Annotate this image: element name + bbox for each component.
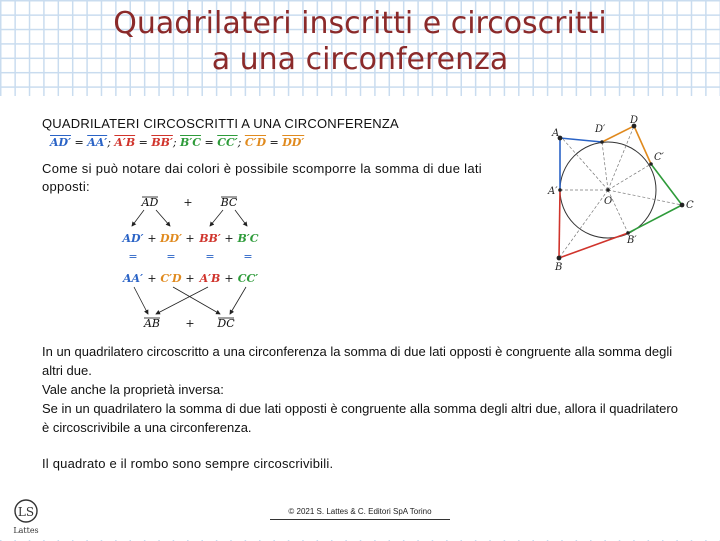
sum-ab: AB: [143, 317, 161, 330]
tangent-d-prime-point: [600, 140, 604, 144]
logo-text: Lattes: [13, 526, 39, 535]
logo-monogram: LS: [17, 505, 35, 519]
formula-term: B′C: [180, 136, 201, 149]
tangent-segments-formula: [50, 136, 304, 149]
label-o: O: [604, 196, 613, 207]
section-heading: QUADRILATERI CIRCOSCRITTI A UNA CIRCONFERENZA: [42, 116, 399, 131]
formula-term: AD′: [50, 136, 71, 149]
equals-sign: =: [243, 250, 253, 263]
label-b-prime: B′: [627, 235, 637, 246]
formula-term: DD′: [282, 136, 305, 149]
label-a-prime: A′: [548, 186, 558, 197]
sum-ad: AD: [141, 196, 159, 209]
sum-ad-prime: AD′: [122, 232, 144, 245]
sum-bc: BC: [220, 196, 238, 209]
tangent-a-prime-point: [558, 188, 562, 192]
label-c: C: [686, 200, 694, 211]
plus-sign: +: [185, 232, 195, 245]
vertex-c-point: [680, 203, 685, 208]
theorem-paragraph: In un quadrilatero circoscritto a una circonferenza la somma di due lati opposti è congruente alla somma degli altri due.: [42, 344, 673, 378]
publisher-logo: [6, 496, 46, 536]
formula-term: C′D: [244, 136, 267, 149]
plus-sign: +: [185, 317, 195, 330]
equals-sign: =: [166, 250, 176, 263]
formula-eq: =: [135, 136, 152, 149]
formula-term: BB′: [151, 136, 173, 149]
sum-a-prime-b: A′B: [199, 272, 221, 285]
tangent-c-prime-point: [649, 162, 653, 166]
sum-dc: DC: [217, 317, 235, 330]
formula-term: A′B: [114, 136, 136, 149]
plus-sign: +: [147, 272, 157, 285]
sum-bb-prime: BB′: [199, 232, 221, 245]
title-line-1: Quadrilateri inscritti e circoscritti: [113, 6, 607, 41]
formula-sep: ;: [237, 136, 245, 149]
theorem-text: [42, 342, 682, 437]
equals-sign: =: [128, 250, 138, 263]
center-o-point: [606, 188, 610, 192]
label-d: D: [630, 115, 639, 126]
vertex-b-point: [557, 256, 562, 261]
equals-sign: =: [205, 250, 215, 263]
formula-sep: ;: [107, 136, 115, 149]
plus-sign: +: [224, 232, 234, 245]
slide-content: [0, 96, 720, 540]
lattes-logo-icon: [6, 496, 46, 536]
slide-title: [0, 6, 720, 78]
formula-eq: =: [266, 136, 283, 149]
sum-c-prime-d: C′D: [160, 272, 182, 285]
intro-line-1: Come si può notare dai colori è possibile scomporre la somma di due lati: [42, 161, 482, 176]
plus-sign: +: [185, 272, 195, 285]
label-d-prime: D′: [595, 124, 606, 135]
title-line-2: a una circonferenza: [211, 42, 509, 77]
sum-aa-prime: AA′: [123, 272, 143, 285]
formula-term: CC′: [217, 136, 238, 149]
label-a: A: [552, 128, 560, 139]
inverse-theorem-paragraph: Se in un quadrilatero la somma di due lati opposti è congruente alla somma degli altri due, allora il quadrilatero è circoscrivibile a una circonferenza.: [42, 401, 678, 435]
plus-sign: +: [183, 196, 193, 209]
sums-decomposition-diagram: [118, 194, 268, 334]
formula-sep: ;: [172, 136, 181, 149]
plus-sign: +: [224, 272, 234, 285]
circumscribed-quadrilateral-figure: [540, 114, 700, 274]
sum-b-prime-c: B′C: [237, 232, 259, 245]
sum-dd-prime: DD′: [160, 232, 182, 245]
formula-eq: =: [70, 136, 88, 149]
label-b: B: [555, 262, 563, 273]
sum-cc-prime: CC′: [237, 272, 259, 285]
formula-eq: =: [201, 136, 218, 149]
intro-text: [42, 160, 522, 196]
inverse-property-label: Vale anche la proprietà inversa:: [42, 382, 224, 397]
copyright-footer: © 2021 S. Lattes & C. Editori SpA Torino: [270, 507, 450, 520]
label-c-prime: C′: [654, 152, 664, 163]
formula-term: AA′: [87, 136, 108, 149]
square-rhombus-note: Il quadrato e il rombo sono sempre circoscrivibili.: [42, 456, 334, 471]
plus-sign: +: [147, 232, 157, 245]
intro-line-2: opposti:: [42, 179, 90, 194]
